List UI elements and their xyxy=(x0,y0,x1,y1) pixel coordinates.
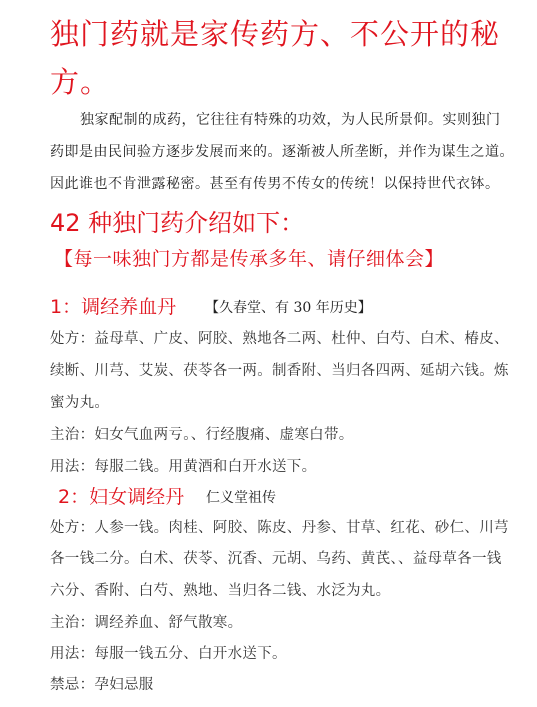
recipe-line: 六分、香附、白芍、熟地、当归各二钱、水泛为丸。 xyxy=(50,583,391,599)
section-title: 42 种独门药介绍如下： xyxy=(50,209,305,237)
page-title-line-2: 方。 xyxy=(50,65,111,99)
recipe-line: 禁忌：孕妇忌服 xyxy=(50,677,154,693)
recipe-line: 主治：调经养血、舒气散寒。 xyxy=(50,615,243,631)
recipe-heading: 2：妇女调经丹 xyxy=(58,486,185,508)
recipe-source: 【久春堂、有 30 年历史】 xyxy=(205,300,372,316)
recipe-line: 各一钱二分。白术、茯苓、沉香、元胡、乌药、黄芪、、益母草各一钱 xyxy=(50,551,502,567)
recipe-line: 蜜为丸。 xyxy=(50,395,110,411)
recipe-line: 续断、川芎、艾炭、茯苓各一两。制香附、当归各四两、延胡六钱。炼 xyxy=(50,363,509,379)
intro-line-3: 因此谁也不肯泄露秘密。甚至有传男不传女的传统！以保持世代衣钵。 xyxy=(50,176,500,192)
intro-line-2: 药即是由民间验方逐步发展而来的。逐渐被人所垄断，并作为谋生之道。 xyxy=(50,144,514,160)
recipe-line: 处方：人参一钱。肉桂、阿胶、陈皮、丹参、甘草、红花、砂仁、川芎 xyxy=(50,520,509,536)
page-title-line-1: 独门药就是家传药方、不公开的秘 xyxy=(50,17,501,51)
recipe-line: 用法：每服一钱五分、白开水送下。 xyxy=(50,646,287,662)
recipe-heading: 1：调经养血丹 xyxy=(50,296,177,318)
intro-line-1: 独家配制的成药，它往往有特殊的功效，为人民所景仰。实则独门 xyxy=(80,112,501,128)
recipe-line: 处方：益母草、广皮、阿胶、熟地各二两、杜仲、白芍、白术、椿皮、 xyxy=(50,331,509,347)
recipe-line: 主治：妇女气血两亏。、行经腹痛、虚寒白带。 xyxy=(50,427,354,443)
banner: 【每一味独门方都是传承多年、请仔细体会】 xyxy=(54,248,445,270)
recipe-line: 用法：每服二钱。用黄酒和白开水送下。 xyxy=(50,459,317,475)
recipe-source: 仁义堂祖传 xyxy=(206,490,276,506)
